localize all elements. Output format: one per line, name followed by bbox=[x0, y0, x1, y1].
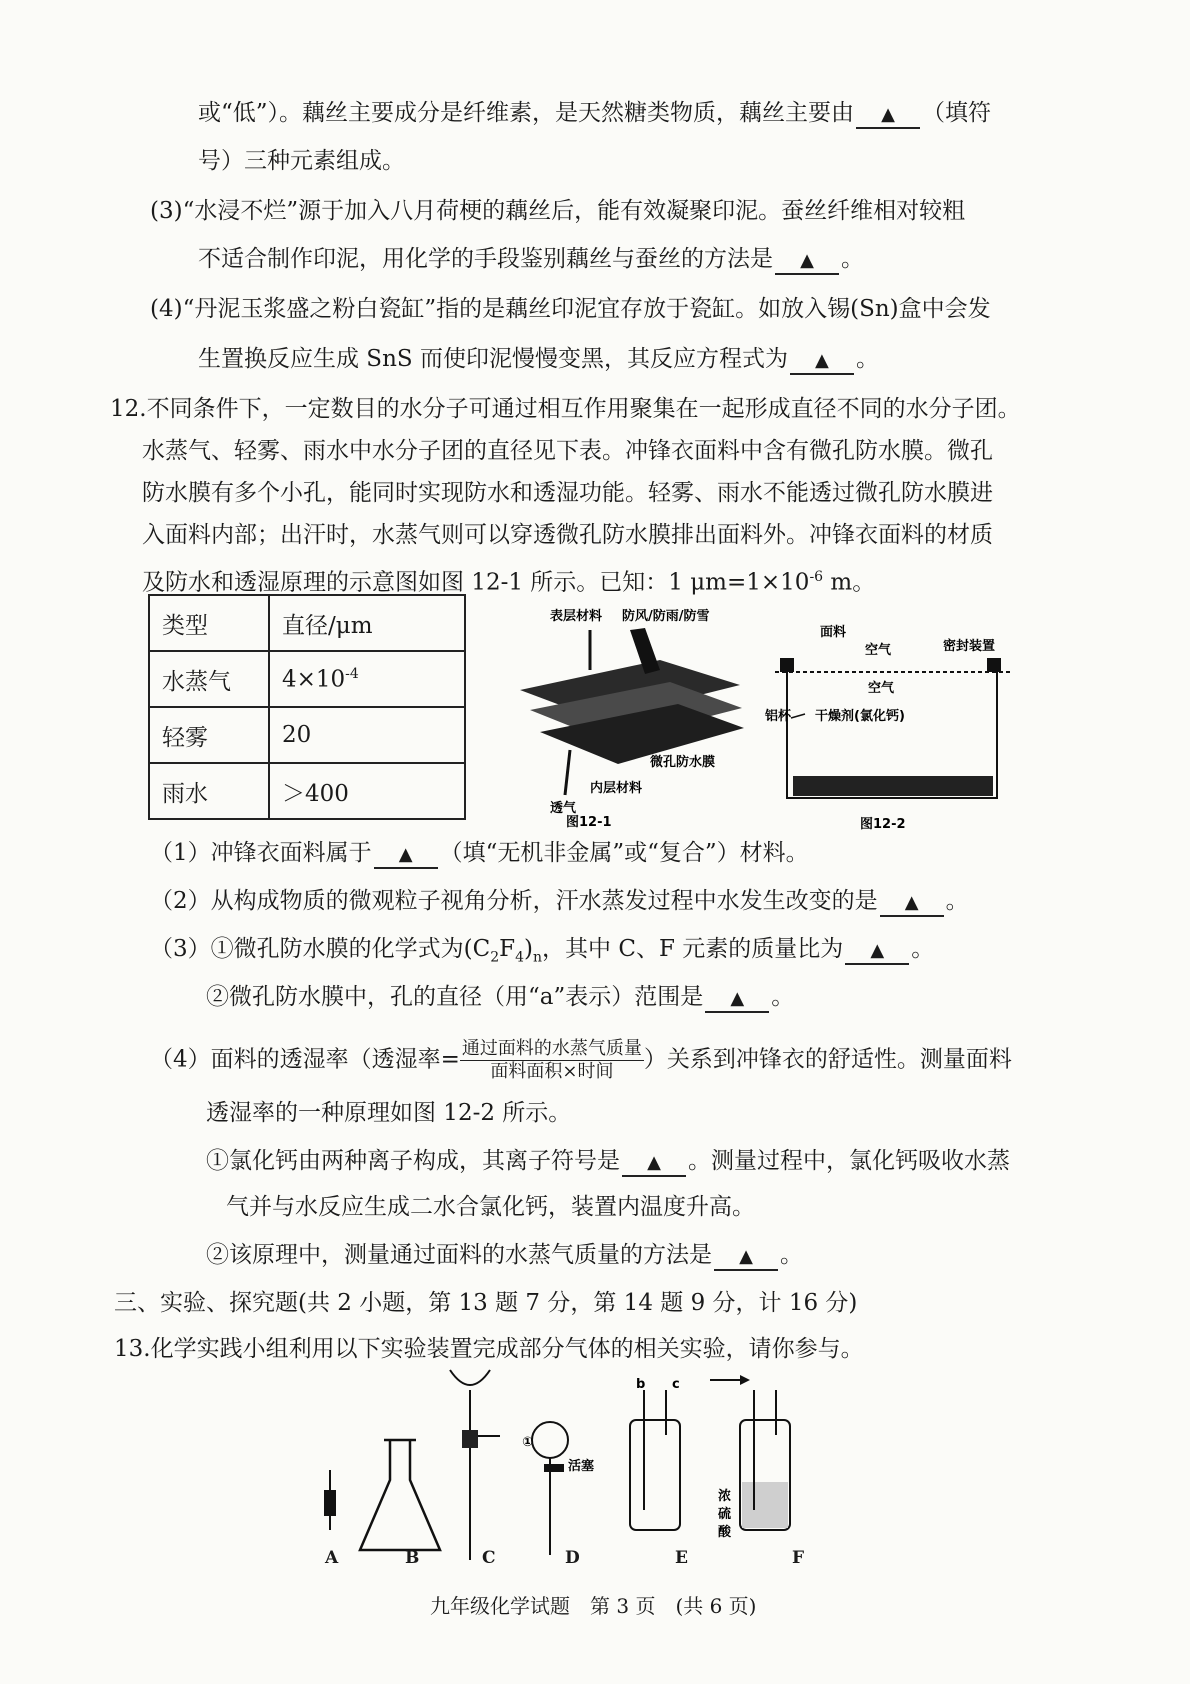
answer-blank[interactable]: ▲ bbox=[705, 985, 769, 1013]
label-acid-1: 浓 bbox=[718, 1489, 732, 1504]
table-cell: 20 bbox=[269, 707, 465, 763]
table-header: 类型 bbox=[149, 595, 269, 651]
formula-fraction: $\frac{\text{通过面料的水蒸气质量}}{\text{面料面积×时间}}$ bbox=[461, 1038, 642, 1082]
answer-blank[interactable]: ▲ bbox=[622, 1149, 686, 1177]
arrowhead-icon bbox=[740, 1375, 750, 1385]
answer-blank[interactable]: ▲ bbox=[845, 937, 909, 965]
label-seal: 密封装置 bbox=[943, 639, 996, 654]
q12-stem-5: 及防水和透湿原理的示意图如图 12-1 所示。已知：1 $\mu m=1\times 10^{-6}$ m。 bbox=[142, 569, 876, 596]
funnel-stopper bbox=[462, 1430, 478, 1448]
figure-12-2-apparatus bbox=[765, 618, 1035, 834]
label-e-b: b bbox=[636, 1377, 646, 1392]
label-top: 防风/防雨/防雪 bbox=[622, 609, 710, 624]
q12-stem-3: 防水膜有多个小孔，能同时实现防水和透湿功能。轻雾、雨水不能透过微孔防水膜进 bbox=[142, 480, 993, 506]
page-footer: 九年级化学试题 第 3 页 (共 6 页) bbox=[430, 1594, 757, 1618]
table-row bbox=[149, 707, 465, 763]
apparatus-e-bottle bbox=[630, 1420, 680, 1530]
answer-blank[interactable]: ▲ bbox=[775, 247, 839, 275]
section-heading: 三、实验、探究题(共 2 小题，第 13 题 7 分，第 14 题 9 分，计 16 分) bbox=[114, 1290, 858, 1316]
answer-blank[interactable]: ▲ bbox=[374, 841, 438, 869]
apparatus-diagram bbox=[300, 1360, 860, 1570]
answer-blank[interactable]: ▲ bbox=[714, 1243, 778, 1271]
label-cup: 铝杯 bbox=[765, 709, 792, 724]
q12-part3-2: ②微孔防水膜中，孔的直径（用“a”表示）范围是 ▲ 。 bbox=[206, 982, 794, 1013]
apparatus-c-funnel bbox=[450, 1370, 490, 1385]
answer-blank[interactable]: ▲ bbox=[856, 101, 920, 129]
q11-part4-line1: (4)“丹泥玉浆盛之粉白瓷缸”指的是藕丝印泥宜存放于瓷缸。如放入锡(Sn)盒中会发 bbox=[150, 296, 991, 322]
seal-block-right bbox=[987, 658, 1001, 672]
figure-12-1-fabric-layers bbox=[510, 600, 770, 830]
q11-part3-line2: 不适合制作印泥，用化学的手段鉴别藕丝与蚕丝的方法是 ▲ 。 bbox=[198, 244, 864, 275]
table-row bbox=[149, 763, 465, 819]
pointer-line bbox=[791, 714, 805, 718]
seal-block-left bbox=[780, 658, 794, 672]
q12-stem-2: 水蒸气、轻雾、雨水中水分子团的直径见下表。冲锋衣面料中含有微孔防水膜。微孔 bbox=[142, 438, 993, 464]
table-cell: $4\times 10^{-4}$ bbox=[269, 651, 465, 707]
apparatus-label-d: D bbox=[565, 1548, 580, 1568]
q12-stem-1: 12.不同条件下，一定数目的水分子可通过相互作用聚集在一起形成直径不同的水分子团。 bbox=[110, 396, 1021, 422]
label-inner: 内层材料 bbox=[590, 781, 643, 796]
table-cell: ＞400 bbox=[269, 763, 465, 819]
apparatus-label-f: F bbox=[792, 1548, 805, 1568]
q11-part3-line1: (3)“水浸不烂”源于加入八月荷梗的藕丝后，能有效凝聚印泥。蚕丝纤维相对较粗 bbox=[150, 198, 966, 224]
q11-line1: 或“低”）。藕丝主要成分是纤维素，是天然糖类物质，藕丝主要由 ▲ （填符 bbox=[198, 98, 991, 129]
label-membrane: 微孔防水膜 bbox=[650, 755, 716, 770]
q12-part4-1: （4）面料的透湿率（透湿率= $\frac{\text{通过面料的水蒸气质量}}{\text{面料面积×时间}}$ ）关系到冲锋衣的舒适性。测量面料 bbox=[150, 1038, 1012, 1082]
figure-caption: 图12-1 bbox=[566, 815, 612, 830]
q11-part4-line2: 生置换反应生成 SnS 而使印泥慢慢变黑，其反应方程式为 ▲ 。 bbox=[198, 344, 879, 375]
table-row bbox=[149, 651, 465, 707]
label-air-inside: 空气 bbox=[868, 681, 895, 696]
apparatus-label-a: A bbox=[325, 1548, 339, 1568]
apparatus-b-flask bbox=[360, 1440, 440, 1550]
table-cell: 轻雾 bbox=[149, 707, 269, 763]
breath-arrow bbox=[565, 750, 570, 795]
table-cell: 雨水 bbox=[149, 763, 269, 819]
diameter-table bbox=[148, 594, 466, 820]
label-acid-3: 酸 bbox=[718, 1525, 732, 1540]
table-cell: 水蒸气 bbox=[149, 651, 269, 707]
figure-caption: 图12-2 bbox=[860, 817, 906, 832]
q12-part3-1: （3）①微孔防水膜的化学式为$(C_2F_4)_n$，其中 C、F 元素的质量比为 ▲ 。 bbox=[150, 936, 935, 966]
q12-part1: （1）冲锋衣面料属于 ▲ （填“无机非金属”或“复合”）材料。 bbox=[150, 838, 809, 869]
label-breath: 透气 bbox=[550, 801, 577, 816]
q12-part4-5: ②该原理中，测量通过面料的水蒸气质量的方法是 ▲ 。 bbox=[206, 1240, 803, 1271]
answer-blank[interactable]: ▲ bbox=[790, 347, 854, 375]
label-e-c: c bbox=[672, 1377, 680, 1392]
q12-stem-4: 入面料内部；出汗时，水蒸气则可以穿透微孔防水膜排出面料外。冲锋衣面料的材质 bbox=[142, 522, 993, 548]
answer-blank[interactable]: ▲ bbox=[880, 889, 944, 917]
q12-part4-2: 透湿率的一种原理如图 12-2 所示。 bbox=[206, 1100, 572, 1126]
table-row bbox=[149, 595, 465, 651]
label-desiccant: 干燥剂(氯化钙) bbox=[815, 709, 905, 724]
label-acid-2: 硫 bbox=[718, 1507, 732, 1522]
table-header: 直径/μm bbox=[269, 595, 465, 651]
label-outer: 表层材料 bbox=[550, 609, 603, 624]
q12-part4-4: 气并与水反应生成二水合氯化钙，装置内温度升高。 bbox=[226, 1194, 755, 1220]
label-air-top: 空气 bbox=[865, 643, 892, 658]
q13-stem: 13.化学实践小组利用以下实验装置完成部分气体的相关实验，请你参与。 bbox=[114, 1336, 864, 1362]
q12-part4-3: ①氯化钙由两种离子构成，其离子符号是 ▲ 。测量过程中，氯化钙吸收水蒸 bbox=[206, 1146, 1010, 1177]
apparatus-label-e: E bbox=[675, 1548, 688, 1568]
label-fabric: 面料 bbox=[820, 625, 847, 640]
q12-part2: （2）从构成物质的微观粒子视角分析，汗水蒸发过程中水发生改变的是 ▲ 。 bbox=[150, 886, 969, 917]
valve-icon bbox=[544, 1464, 564, 1472]
desiccant-granules bbox=[793, 776, 993, 796]
label-valve: 活塞 bbox=[568, 1459, 595, 1474]
q11-line2: 号）三种元素组成。 bbox=[198, 148, 405, 174]
label-d-one: ① bbox=[522, 1435, 534, 1450]
apparatus-label-c: C bbox=[482, 1548, 496, 1568]
apparatus-d-funnel bbox=[532, 1422, 568, 1458]
acid-liquid bbox=[742, 1482, 788, 1528]
apparatus-label-b: B bbox=[405, 1548, 420, 1568]
